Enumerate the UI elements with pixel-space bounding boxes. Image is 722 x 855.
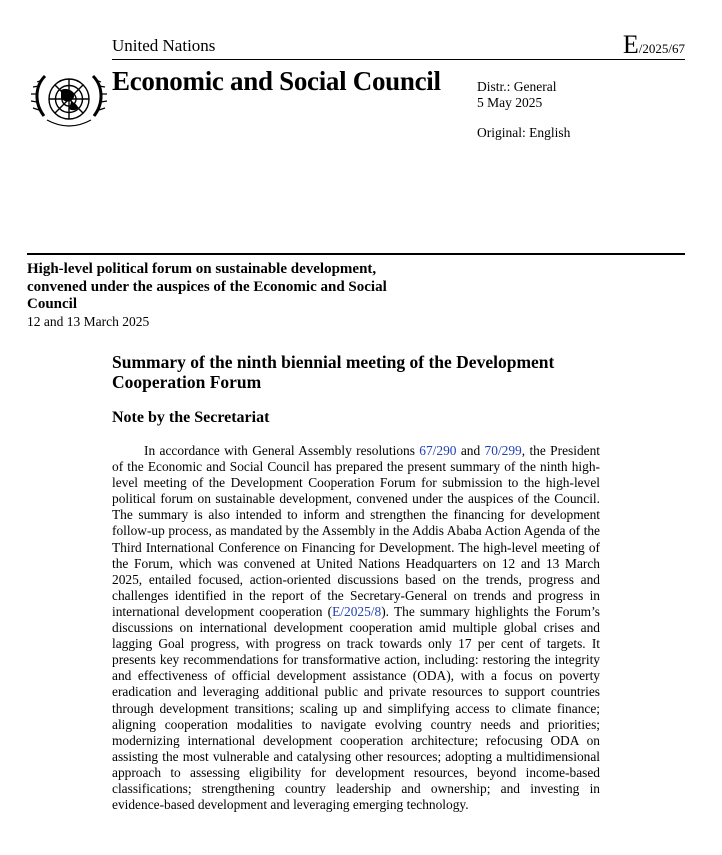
distribution-block: [477, 79, 570, 141]
original-language: Original: English: [477, 125, 571, 140]
resolution-link-70-299[interactable]: 70/299: [484, 443, 522, 458]
report-link-e-2025-8[interactable]: E/2025/8: [332, 603, 382, 619]
session-block: [27, 261, 407, 330]
session-title: High-level political forum on sustainable development, convened under the auspices of the Economic and Social Council: [27, 261, 387, 312]
document-symbol: [623, 30, 685, 60]
header-rule: [112, 59, 685, 60]
symbol-number: /2025/67: [638, 41, 685, 56]
distribution: Distr.: General: [477, 79, 557, 94]
session-dates: 12 and 13 March 2025: [27, 313, 150, 329]
resolution-link-67-290[interactable]: 67/290: [419, 443, 457, 458]
summary-paragraph: [112, 443, 600, 813]
organization-name: United Nations: [112, 36, 216, 55]
document-date: 5 May 2025: [477, 95, 543, 110]
paragraph-text-4: ). The summary highlights the Forum’s discussions on international development cooperation amid multiple global crises and lagging Goal progress, with progress on track towards only 17 per cent of targets. It presents key recommendations for transformative action, including: restoring the integrity and effectiveness of official development assistance (ODA), with a focus on poverty eradication and leveraging additional public and private resources to support countries through development transitions; scaling up and simplifying access to climate finance; aligning cooperation modalities to navigate evolving country needs and priorities; modernizing international development cooperation architecture; refocusing ODA on assisting the most vulnerable and catalysing other resources; adopting a multidimensional approach to assessing eligibility for development resources, beyond income-based classifications; strengthening country leadership and ownership; and investing in evidence-based development and leveraging emerging technology.: [112, 603, 601, 813]
symbol-letter: E: [622, 30, 639, 59]
organ-title: Economic and Social Council: [112, 66, 441, 96]
document-title: Summary of the ninth biennial meeting of the Development Cooperation Forum: [112, 352, 555, 392]
document-subtitle: Note by the Secretariat: [112, 409, 270, 426]
session-rule: [27, 253, 685, 255]
paragraph-text-2: and: [456, 443, 485, 458]
paragraph-text-3: , the President of the Economic and Social Council has prepared the present summary of the ninth high-level meeting of the Development Cooperation Forum for submission to the high-level political forum on sustainable development, convened under the auspices of the Council. The summary is also intended to inform and strengthen the financing for development follow-up process, as mandated by the Assembly in the Addis Ababa Action Agenda of the Third International Conference on Financing for Development. The high-level meeting of the Forum, which was convened at United Nations Headquarters on 12 and 13 March 2025, entailed focused, action-oriented discussions based on the trends, progress and challenges identified in the report of the Secretary-General on trends and progress in international development cooperation (: [112, 443, 601, 619]
paragraph-text-1: In accordance with General Assembly resolutions: [144, 443, 420, 458]
un-emblem-icon: [27, 66, 111, 136]
